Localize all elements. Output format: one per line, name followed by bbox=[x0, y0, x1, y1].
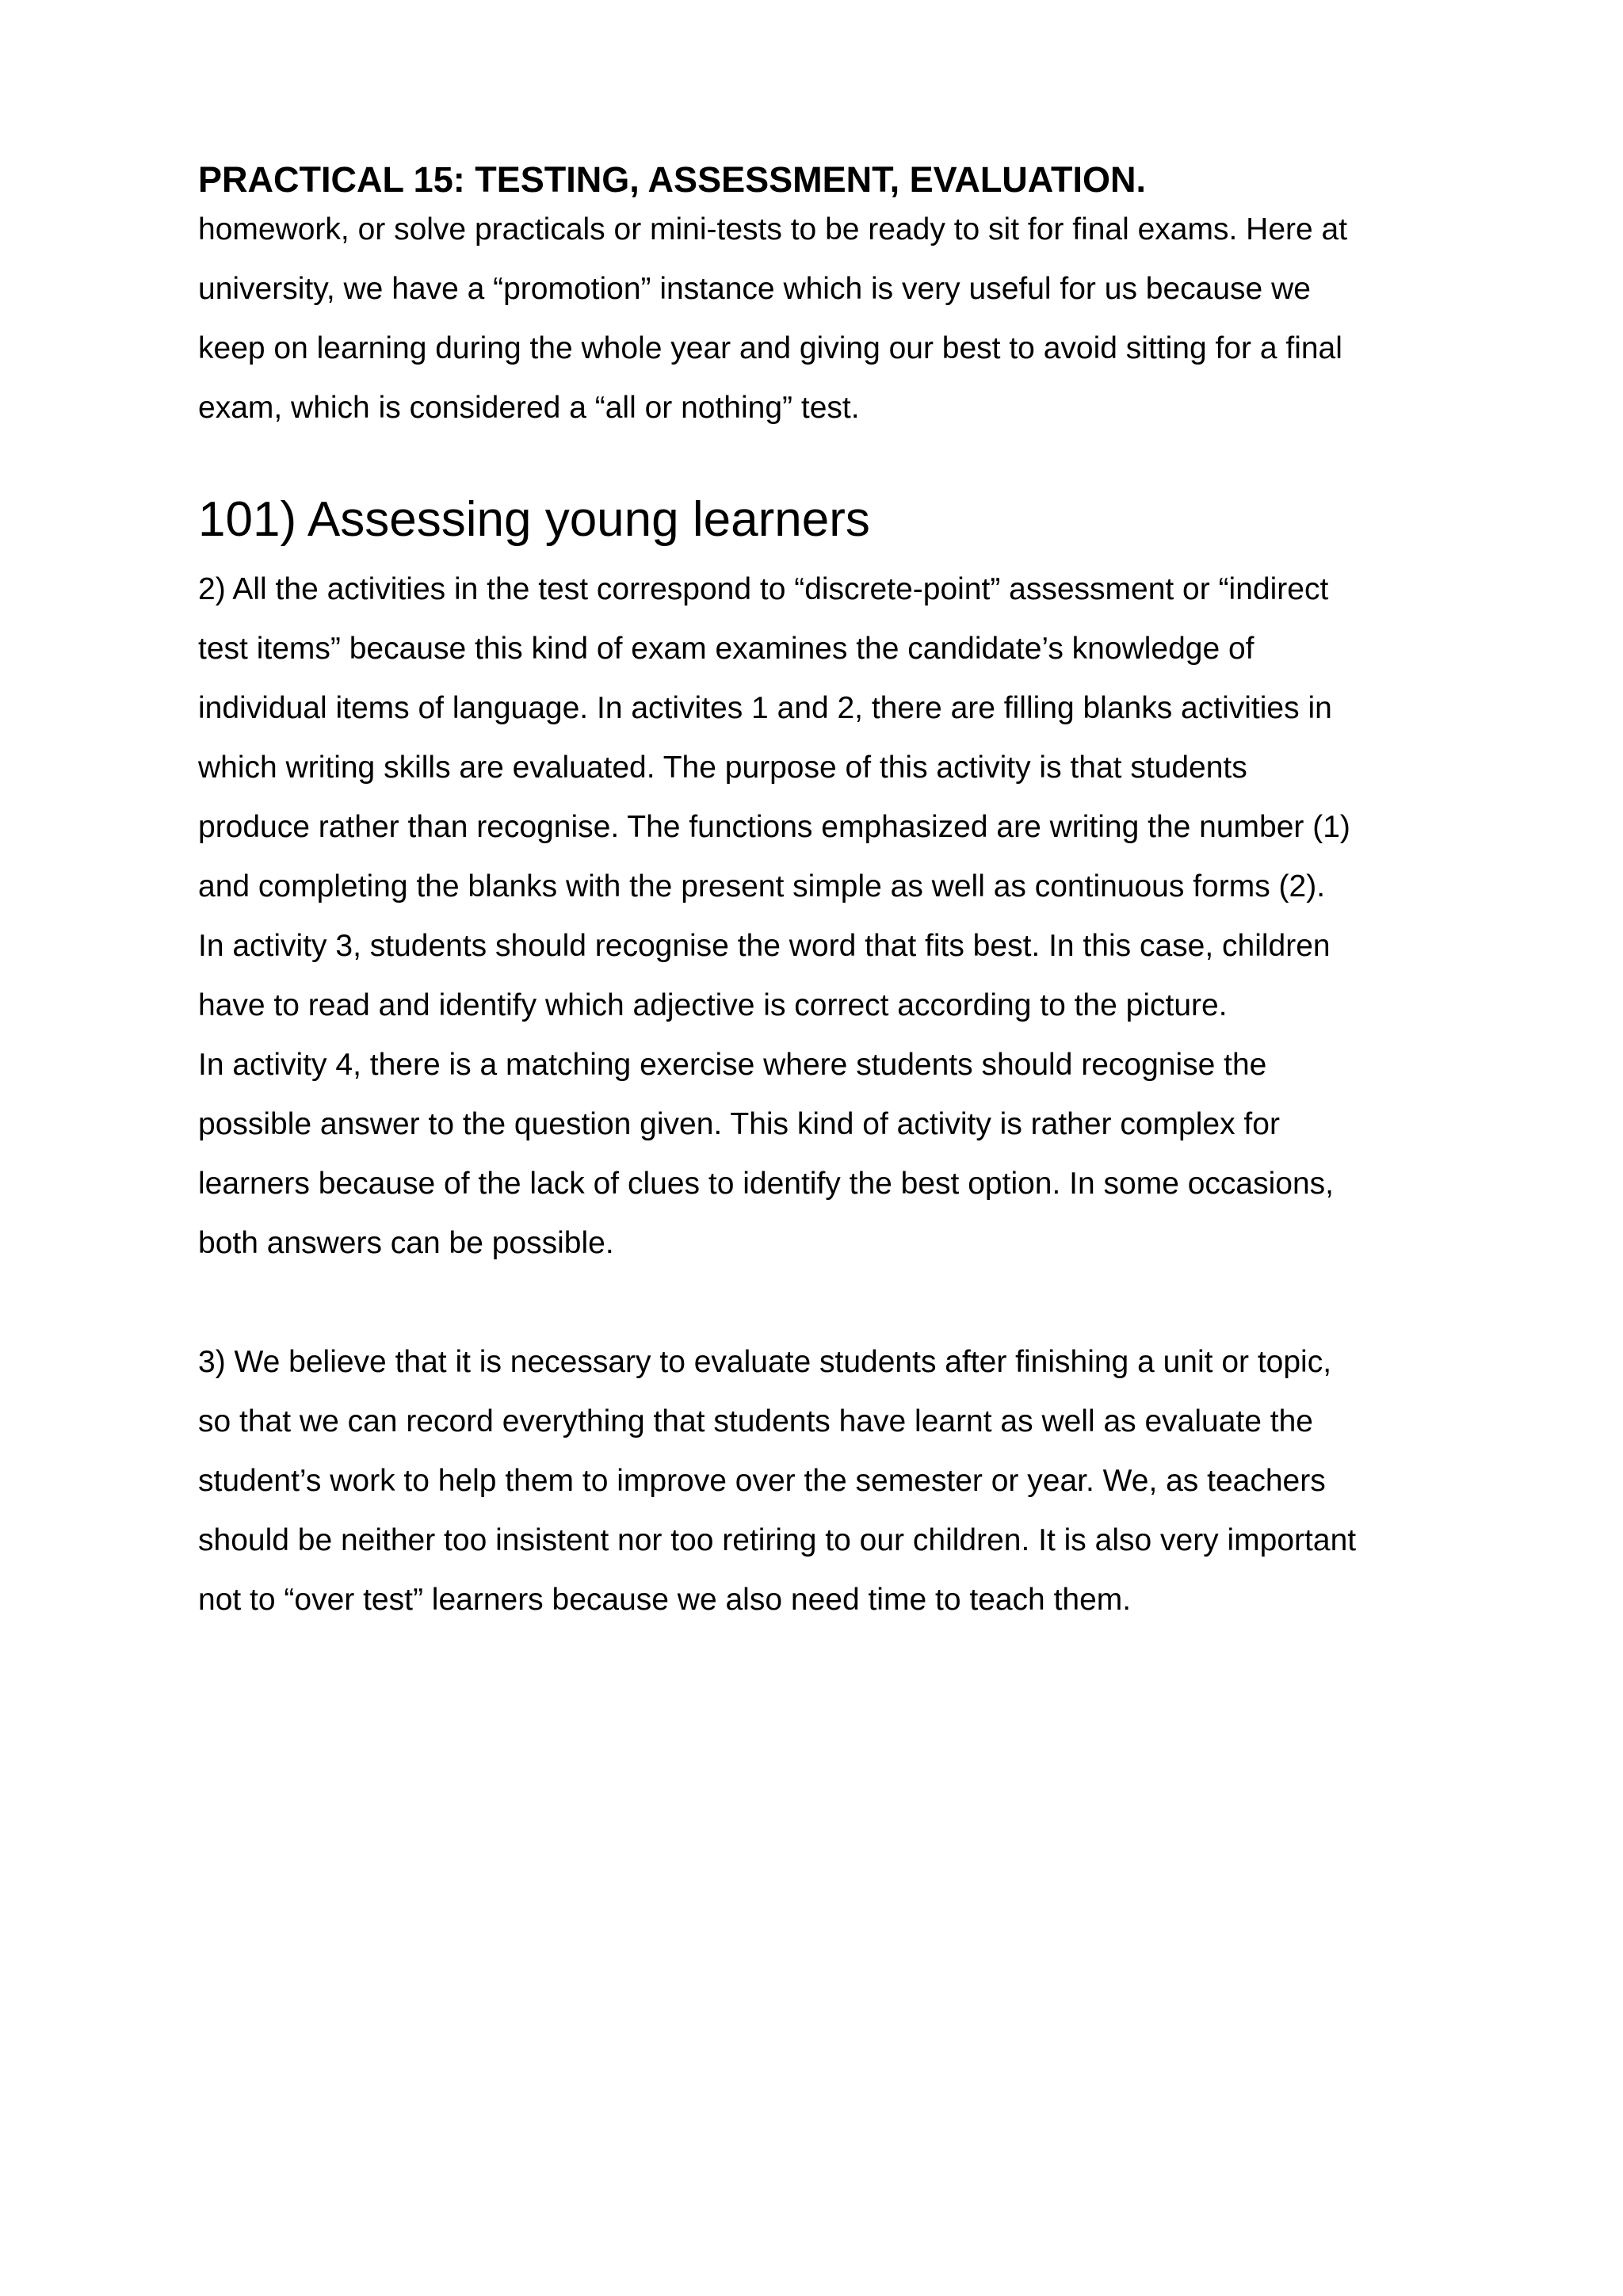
paragraph-line: keep on learning during the whole year and giving our best to avoid sitting for a final bbox=[198, 331, 1342, 365]
paragraph-spacer bbox=[198, 1273, 1450, 1332]
paragraph-line: should be neither too insistent nor too retiring to our children. It is also very important bbox=[198, 1523, 1357, 1557]
document-title: PRACTICAL 15: TESTING, ASSESSMENT, EVALUATION. bbox=[198, 159, 1146, 200]
paragraph-line: exam, which is considered a “all or nothing” test. bbox=[198, 391, 860, 425]
answer-2-paragraph bbox=[198, 560, 1450, 1273]
paragraph-line: and completing the blanks with the present simple as well as continuous forms (2). bbox=[198, 869, 1326, 904]
paragraph-line: both answers can be possible. bbox=[198, 1226, 614, 1260]
paragraph-line: individual items of language. In activites 1 and 2, there are filling blanks activities in bbox=[198, 691, 1332, 725]
paragraph-line: learners because of the lack of clues to identify the best option. In some occasions, bbox=[198, 1167, 1334, 1201]
paragraph-line: produce rather than recognise. The functions emphasized are writing the number (1) bbox=[198, 810, 1350, 844]
answer-3-paragraph bbox=[198, 1332, 1450, 1629]
paragraph-line: student’s work to help them to improve over the semester or year. We, as teachers bbox=[198, 1464, 1326, 1498]
paragraph-line: possible answer to the question given. This kind of activity is rather complex for bbox=[198, 1107, 1280, 1141]
paragraph-line: In activity 4, there is a matching exercise where students should recognise the bbox=[198, 1048, 1267, 1082]
intro-paragraph bbox=[198, 200, 1450, 437]
paragraph-line: In activity 3, students should recognise the word that fits best. In this case, children bbox=[198, 929, 1331, 963]
section-heading: 101) Assessing young learners bbox=[198, 492, 870, 547]
paragraph-line: test items” because this kind of exam examines the candidate’s knowledge of bbox=[198, 632, 1254, 666]
paragraph-line: which writing skills are evaluated. The purpose of this activity is that students bbox=[198, 751, 1247, 785]
paragraph-line: so that we can record everything that students have learnt as well as evaluate the bbox=[198, 1404, 1313, 1438]
paragraph-line: 2) All the activities in the test correspond to “discrete-point” assessment or “indirect bbox=[198, 572, 1329, 606]
paragraph-line: homework, or solve practicals or mini-tests to be ready to sit for final exams. Here at bbox=[198, 212, 1348, 246]
paragraph-line: not to “over test” learners because we also need time to teach them. bbox=[198, 1583, 1132, 1617]
document-content bbox=[198, 157, 1450, 1629]
paragraph-line: have to read and identify which adjective is correct according to the picture. bbox=[198, 988, 1228, 1022]
paragraph-line: 3) We believe that it is necessary to evaluate students after finishing a unit or topic, bbox=[198, 1345, 1332, 1379]
paragraph-line: university, we have a “promotion” instance which is very useful for us because we bbox=[198, 272, 1311, 306]
